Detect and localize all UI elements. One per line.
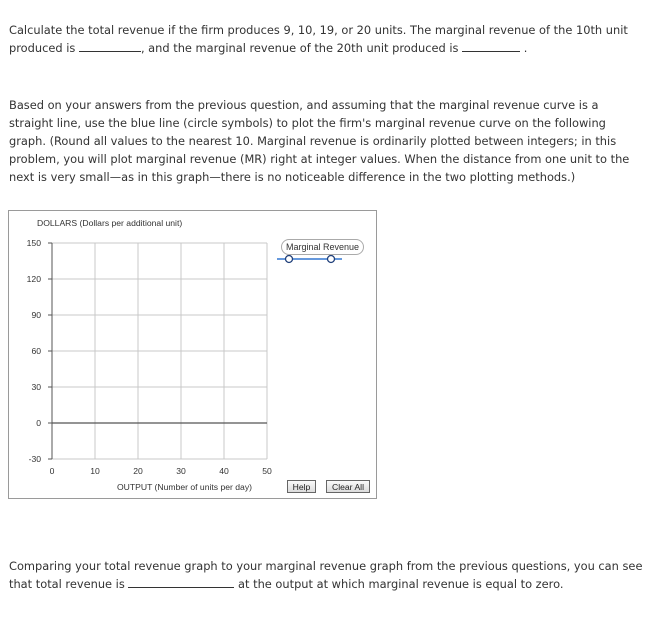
x-tick-label: 50 [262,466,272,476]
clear-all-button[interactable]: Clear All [326,480,370,493]
y-tick-label: -30 [28,454,41,464]
y-axis-title: DOLLARS (Dollars per additional unit) [37,218,183,228]
question-3-text-a: Comparing your total revenue graph to your marginal revenue graph from the previous questions, you can see that total revenue is [9,559,643,591]
x-tick-label: 20 [133,466,143,476]
x-axis-title: OUTPUT (Number of units per day) [117,482,252,492]
legend-point-left[interactable] [286,256,293,263]
y-tick-label: 90 [31,310,41,320]
marginal-revenue-legend-label[interactable]: Marginal Revenue [281,239,364,255]
y-tick-label: 60 [31,346,41,356]
question-3-text-b: at the output at which marginal revenue is equal to zero. [238,577,564,591]
question-1-text-a: Calculate the total revenue if the firm produces 9, 10, 19, or 20 units. The marginal revenue of the 10th unit produced is [9,23,628,55]
x-tick-label: 0 [49,466,55,476]
y-tick-label: 120 [26,274,41,284]
y-tick-label: 30 [31,382,41,392]
mr-20th-unit-blank[interactable] [462,40,520,52]
question-3 [9,557,645,593]
x-tick-label: 40 [219,466,229,476]
x-tick-label: 10 [90,466,100,476]
x-tick-label: 30 [176,466,186,476]
mr-10th-unit-blank[interactable] [79,40,141,52]
y-tick-marks [48,243,52,459]
question-1-text-c: . [523,41,528,55]
grid-lines [52,243,267,459]
legend-point-right[interactable] [328,256,335,263]
y-tick-label: 150 [26,238,41,248]
graph-panel[interactable] [8,210,377,499]
y-tick-label: 0 [36,418,41,428]
question-2-instructions: Based on your answers from the previous question, and assuming that the marginal revenue curve is a straight line, use the blue line (circle symbols) to plot the firm's marginal revenue curve on the following graph. (Round all values to the nearest 10. Marginal revenue is ordinarily plotted between integers; in this problem, you will plot marginal revenue (MR) right at integer values. When the distance from one unit to the next is very small—as in this graph—there is no noticeable difference in the two plotting methods.) [9,98,630,184]
help-button[interactable]: Help [287,480,316,493]
marginal-revenue-legend-tool[interactable] [277,256,342,263]
question-1-text-b: , and the marginal revenue of the 20th unit produced is [140,41,459,55]
question-1 [9,21,639,57]
total-revenue-blank[interactable] [128,576,234,588]
